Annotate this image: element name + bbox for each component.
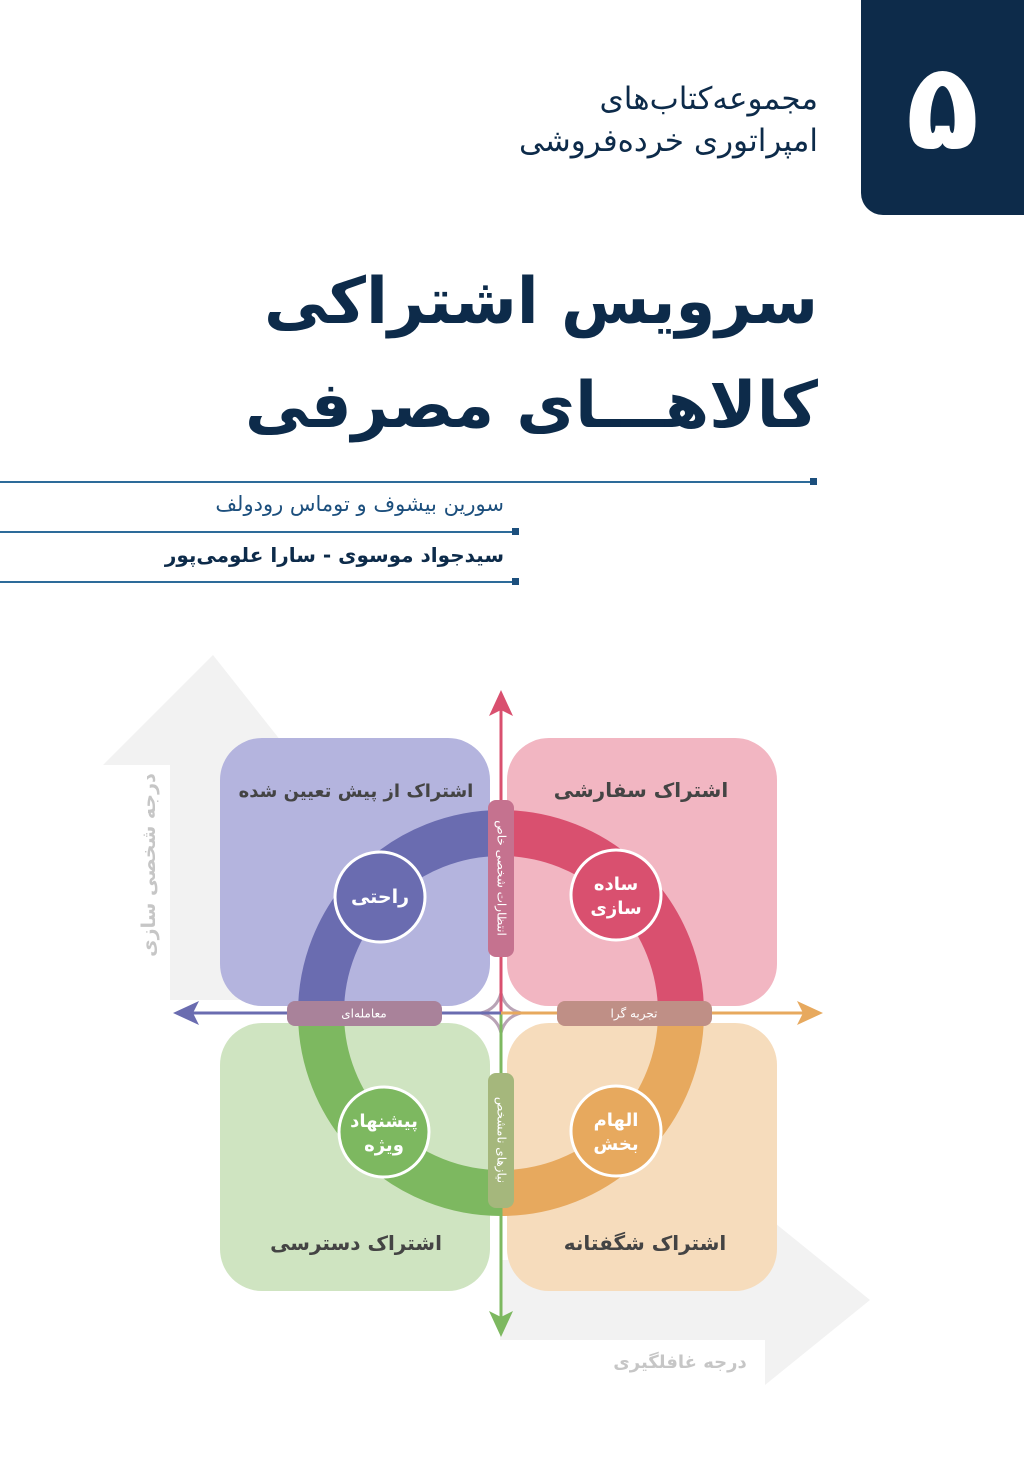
quadrant-label-top-left: اشتراک از پیش تعیین شده <box>238 781 474 802</box>
vertical-bg-label: درجه شخصی سازی <box>138 773 160 957</box>
authors: سورین بیشوف و توماس رودولف <box>215 492 504 516</box>
series-title <box>519 78 818 162</box>
axis-label-left: معامله‌ای <box>341 1006 387 1021</box>
series-line-1: مجموعه‌کتاب‌های <box>599 81 818 117</box>
title-line-1: سرویس اشتراکی <box>263 265 818 339</box>
title-line-2: کالاهـــای مصرفی <box>244 369 818 443</box>
circle-bottom-left <box>339 1087 429 1177</box>
circle-label-bottom-right-2: بخش <box>593 1134 639 1155</box>
circle-label-top-right-2: سازی <box>590 898 642 919</box>
divider-bottom-dot <box>512 578 519 585</box>
series-line-2: امپراتوری خرده‌فروشی <box>518 123 818 159</box>
divider-top-dot <box>810 478 817 485</box>
divider-bottom <box>0 581 514 583</box>
circle-label-bottom-right-1: الهام <box>593 1110 639 1131</box>
quadrant-label-bottom-left: اشتراک دسترسی <box>270 1231 442 1255</box>
translators: سیدجواد موسوی - سارا علومی‌پور <box>164 543 504 567</box>
horizontal-bg-label: درجه غافلگیری <box>613 1352 747 1373</box>
circle-label-bottom-left-1: پیشنهاد <box>350 1111 418 1132</box>
circle-bottom-right <box>571 1086 661 1176</box>
axis-label-right: تجربه گرا <box>610 1006 658 1021</box>
axis-label-top: انتظارات شخصی خاص <box>494 820 509 936</box>
divider-middle <box>0 531 514 533</box>
circle-label-top-right-1: ساده <box>593 874 639 895</box>
divider-top <box>0 481 812 483</box>
circle-label-bottom-left-2: ویژه <box>364 1135 404 1156</box>
circle-top-right <box>571 850 661 940</box>
divider-middle-dot <box>512 528 519 535</box>
quadrant-label-top-right: اشتراک سفارشی <box>553 778 729 802</box>
volume-number: ۵ <box>905 37 980 177</box>
circle-label-top-left: راحتی <box>350 886 410 908</box>
quadrant-label-bottom-right: اشتراک شگفتانه <box>563 1231 727 1255</box>
subscription-diagram <box>0 640 1024 1400</box>
axis-label-bottom: نیازهای نامشخص <box>494 1096 509 1184</box>
book-title <box>245 250 818 458</box>
volume-badge <box>861 0 1024 215</box>
